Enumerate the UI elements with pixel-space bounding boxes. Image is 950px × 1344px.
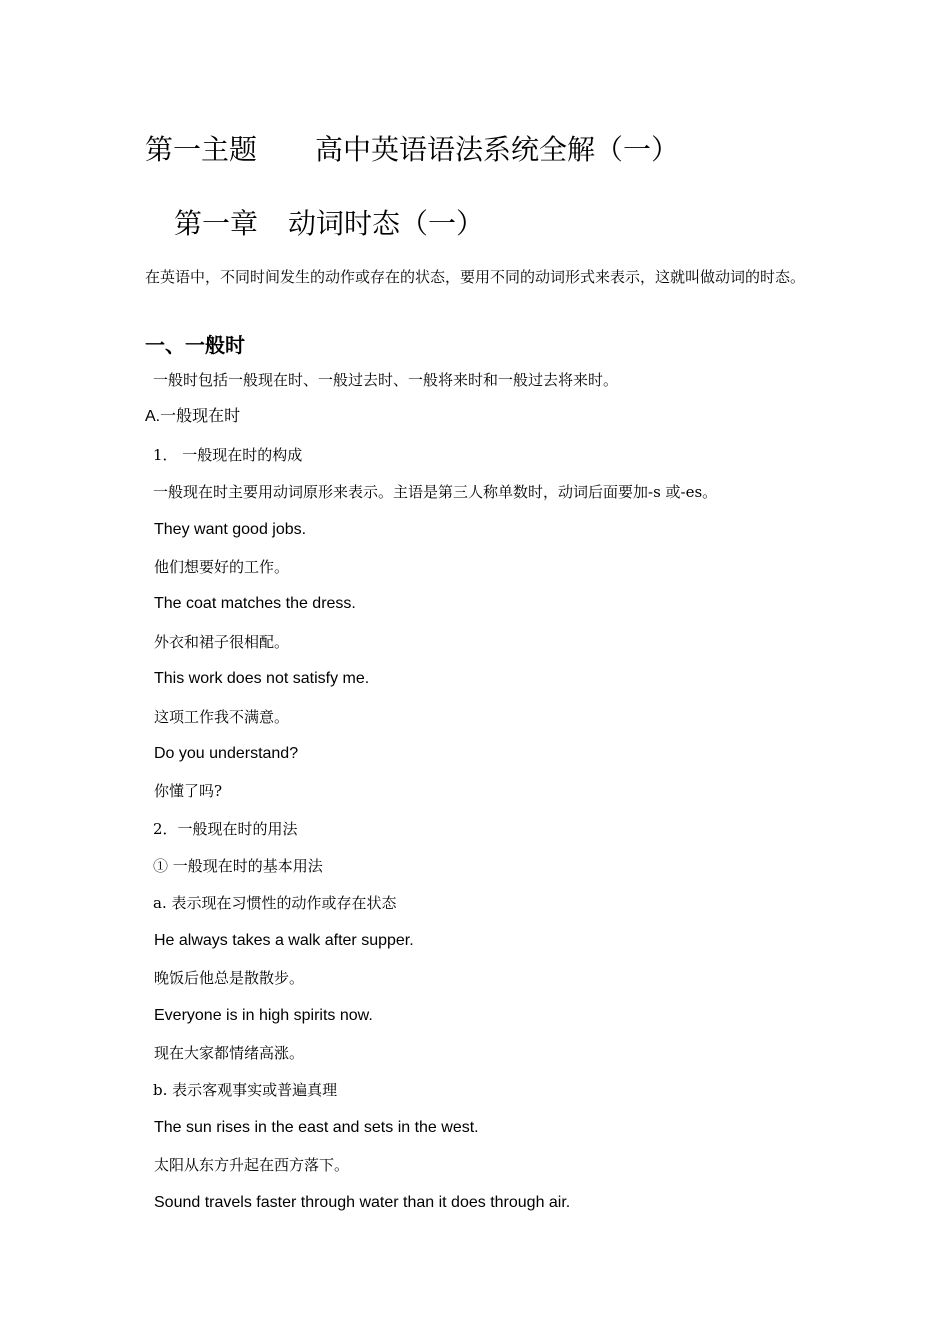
example-translation: 外衣和裙子很相配。 [154, 632, 290, 651]
example-sentence: Sound travels faster through water than it does through air. [154, 1193, 571, 1211]
example-translation: 晚饭后他总是散散步。 [154, 969, 305, 988]
theme-title-label: 第一主题 [145, 133, 258, 166]
example-sentence: Do you understand? [154, 744, 299, 762]
example-sentence: Everyone is in high spirits now. [154, 1006, 373, 1024]
example-translation: 你懂了吗? [154, 782, 223, 801]
chapter-title [174, 204, 484, 244]
example-translation: 现在大家都情绪高涨。 [154, 1044, 305, 1063]
body-line: 一般时包括一般现在时、一般过去时、一般将来时和一般过去将来时。 [153, 371, 619, 389]
theme-title-text: 高中英语语法系统全解（一） [315, 133, 680, 166]
numbered-heading: 1． 一般现在时的构成 [153, 445, 303, 464]
body-line: 一般现在时主要用动词原形来表示。主语是第三人称单数时，动词后面要加-s 或-es。 [153, 483, 718, 502]
example-translation: 太阳从东方升起在西方落下。 [154, 1156, 350, 1175]
numbered-heading: 2．一般现在时的用法 [153, 819, 298, 838]
example-translation: 他们想要好的工作。 [154, 557, 290, 576]
example-sentence: The sun rises in the east and sets in the west. [154, 1118, 479, 1136]
chapter-label: 第一章 [174, 207, 259, 240]
theme-title [145, 130, 679, 170]
lettered-heading: b. 表示客观事实或普遍真理 [153, 1081, 338, 1100]
example-sentence: They want good jobs. [154, 520, 307, 538]
example-sentence: The coat matches the dress. [154, 595, 356, 613]
example-translation: 这项工作我不满意。 [154, 707, 290, 726]
section-body [145, 366, 845, 1226]
lettered-heading: a. 表示现在习惯性的动作或存在状态 [153, 894, 397, 913]
section-heading: 一、一般时 [145, 333, 245, 357]
chapter-text: 动词时态（一） [288, 207, 485, 240]
intro-paragraph: 在英语中，不同时间发生的动作或存在的状态，要用不同的动词形式来表示，这就叫做动词的时态。 [145, 268, 806, 286]
example-sentence: This work does not satisfy me. [154, 670, 370, 688]
circled-heading: ① 一般现在时的基本用法 [153, 857, 323, 876]
example-sentence: He always takes a walk after supper. [154, 931, 414, 949]
subsection-heading: A.一般现在时 [145, 408, 241, 426]
